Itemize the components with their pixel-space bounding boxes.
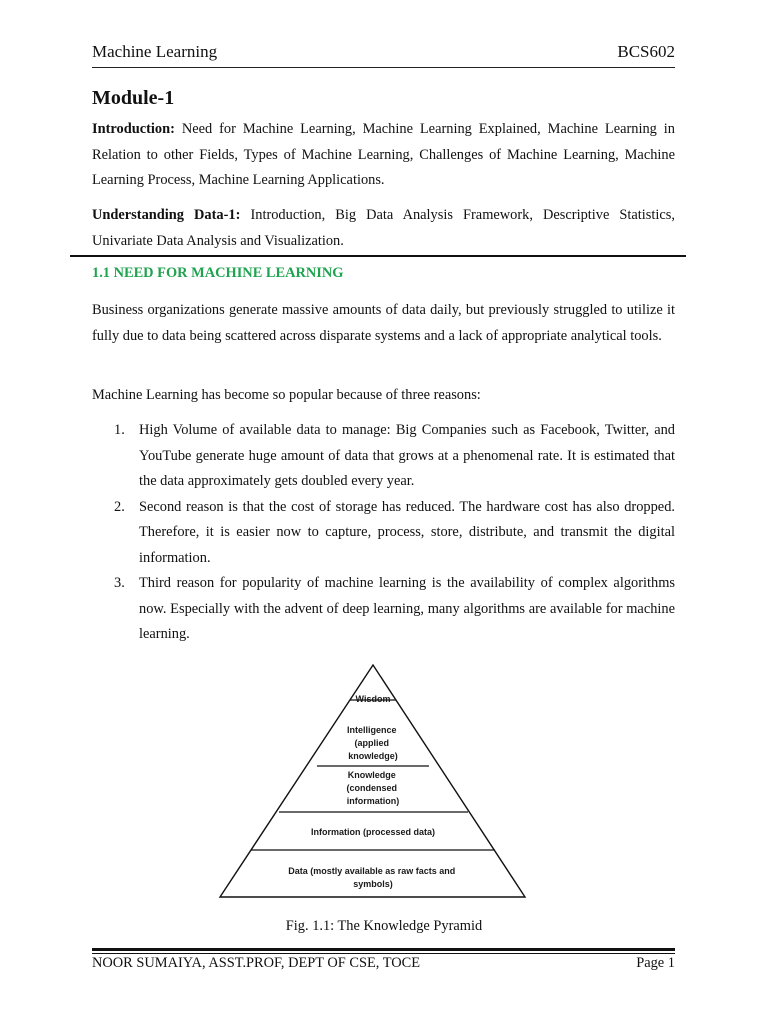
reasons-list <box>92 418 675 648</box>
knowledge-pyramid-diagram <box>203 657 543 902</box>
section-divider <box>70 255 686 257</box>
list-item <box>92 418 675 495</box>
list-item <box>92 571 675 648</box>
pyramid-label: Information (processed data) <box>310 827 436 837</box>
pyramid-label: (condensed <box>346 783 397 793</box>
list-item-text: Third reason for popularity of machine learning is the availability of complex algorithms now. Especially with the advent of deep learning, many algorithms are available for machine learning. <box>139 575 675 642</box>
pyramid-level-wisdom <box>356 694 391 704</box>
pyramid-label: Wisdom <box>355 694 391 704</box>
list-item-number: 2. <box>114 498 125 515</box>
section-paragraph-1: Business organizations generate massive amounts of data daily, but previously struggled to utilize it fully due to data being scattered across disparate systems and a lack of appropriate analytical tools. <box>92 302 675 344</box>
understanding-text: Introduction, Big Data Analysis Framework, Descriptive Statistics, Univariate Data Analysis and Visualization. <box>92 207 675 249</box>
footer-rule-thick <box>92 948 675 951</box>
intro-text: Need for Machine Learning, Machine Learning Explained, Machine Learning in Relation to other Fields, Types of Machine Learning, Challenges of Machine Learning, Machine Learning Process, Machine Learning Applications. <box>92 121 675 188</box>
knowledge-pyramid-figure <box>203 657 543 902</box>
understanding-paragraph <box>92 203 675 254</box>
pyramid-level-information <box>311 827 435 837</box>
intro-label: Introduction: <box>92 121 175 137</box>
header-course-title: Machine Learning <box>92 42 218 61</box>
header-course-code: BCS602 <box>617 42 675 61</box>
pyramid-level-knowledge <box>346 770 399 806</box>
intro-paragraph <box>92 117 675 194</box>
page-header <box>92 42 675 66</box>
footer-page-number: Page 1 <box>636 955 675 971</box>
list-item-number: 3. <box>114 575 125 591</box>
section-heading: 1.1 NEED FOR MACHINE LEARNING <box>92 265 344 281</box>
pyramid-label: symbols) <box>353 879 393 889</box>
pyramid-label: (applied <box>354 738 389 748</box>
list-item-text: High Volume of available data to manage: Big Companies such as Facebook, Twitter, and YouTube generate huge amount of data that grows at a phenomenal rate. It is estimated that the data approximately gets doubled every year. <box>139 422 675 489</box>
footer-rule-thin <box>92 953 675 954</box>
pyramid-label: Intelligence <box>346 725 397 735</box>
header-rule <box>92 67 675 68</box>
list-item-text: Second reason is that the cost of storage has reduced. The hardware cost has also dropped. Therefore, it is easier now to capture, process, store, distribute, and transmit the digital information. <box>139 498 675 566</box>
footer-author: NOOR SUMAIYA, ASST.PROF, DEPT OF CSE, TOCE <box>92 955 421 971</box>
pyramid-level-intelligence <box>347 725 399 761</box>
list-item-number: 1. <box>114 422 125 438</box>
figure-caption: Fig. 1.1: The Knowledge Pyramid <box>285 918 483 934</box>
pyramid-label: knowledge) <box>348 751 398 761</box>
section-paragraph-2: Machine Learning has become so popular because of three reasons: <box>92 387 481 403</box>
pyramid-label: Knowledge <box>347 770 396 780</box>
list-item <box>92 495 675 572</box>
module-title: Module-1 <box>92 87 175 109</box>
understanding-label: Understanding Data-1: <box>92 207 241 223</box>
pyramid-label: Data (mostly available as raw facts and <box>288 866 456 876</box>
pyramid-label: information) <box>346 796 400 806</box>
